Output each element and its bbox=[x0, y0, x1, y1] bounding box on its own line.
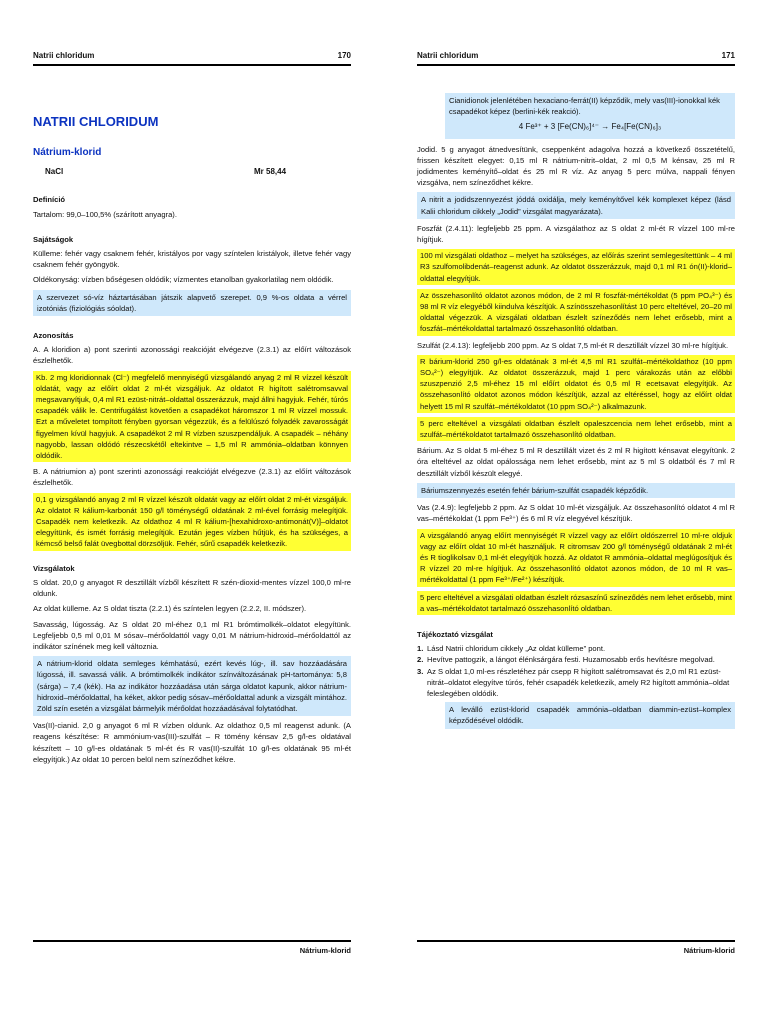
definition-text: Tartalom: 99,0–100,5% (szárított anyagra). bbox=[33, 209, 177, 219]
page-number: 170 bbox=[337, 51, 351, 60]
highlight-box: 5 perc elteltével a vizsgálati oldatban észlelt opaleszcencia nem lehet erősebb, mint a szulfát–mértékoldatot tartalmazó összehasonlító oldatban. bbox=[417, 417, 735, 441]
footer-rule bbox=[33, 940, 351, 942]
highlight-box: A vizsgálandó anyag előírt mennyiségét R vízzel vagy az előírt oldószerrel 10 ml-re oldjuk vagy az előírt oldat 10 ml-ét használjuk. R citromsav 200 g/l töménységű oldatának 2 ml-ét és R tioglikolsav 0,1 ml-ét elegyítjük hozzá. Az oldatot R ammónia–oldattal meglúgosítjuk és R vízzel 20 ml-re hígítjuk. Az összehasonlító oldatot azonos módon, de 10 ml R vas–mértékoldattal (1 ppm Fe³⁺/Fe²⁺) készítjük. bbox=[417, 529, 735, 587]
page-header bbox=[33, 51, 351, 65]
chemical-equation: 4 Fe³⁺ + 3 [Fe(CN)₆]⁴⁻ → Fe₄[Fe(CN)₆]₃ bbox=[518, 122, 662, 132]
test-paragraph: S oldat. 20,0 g anyagot R desztillált vízből készített R szén-dioxid-mentes vízzel 100,0 ml-re oldunk. bbox=[33, 577, 351, 599]
monograph-title: NATRII CHLORIDUM bbox=[33, 114, 159, 129]
right-page bbox=[417, 0, 735, 1024]
header-rule bbox=[417, 64, 735, 66]
highlight-box: Kb. 2 mg kloridionnak (Cl⁻) megfelelő mennyiségű vizsgálandó anyag 2 ml R vízzel készült oldatát, vagy az előírt oldat 2 ml-ét vizsgáljuk. Az oldatot R higított salétromsavval megsavanyítjuk, 0,4 ml R1 ezüst-nitrát–oldattal összerázzuk, majd állni hagyjuk. Fehér, túrós csapadék válik le. Centrifugálást követően a csapadékot háromszor 1 ml R vízzel mossuk. Ezt a műveletet tompított fényben gyorsan végezzük, és a felülúszó folyadék zavarosságát figyelmen kívül hagyjuk. A csapadékot 2 ml R vízben szuszpendáljuk. A csapadék – néhány nagyobb, lassan oldódó részecskétől eltekintve – 1,5 ml R ammónia–oldatban könnyen oldódik. bbox=[33, 371, 351, 463]
test-paragraph: Foszfát (2.4.11): legfeljebb 25 ppm. A vizsgálathoz az S oldat 2 ml-ét R vízzel 100 ml-re hígítjuk. bbox=[417, 223, 735, 245]
highlight-box: 100 ml vizsgálati oldathoz – melyet ha szükséges, az előírás szerint semlegesítettünk – 4 ml R3 szulfomolibdenát–reagenst adunk. Az oldatot összerázzuk, majd 0,1 ml R1 ón(II)-klorid–oldattal elegyítjük. bbox=[417, 249, 735, 285]
test-paragraph: Bárium. Az S oldat 5 ml-éhez 5 ml R desztillált vizet és 2 ml R higított kénsavat elegyítünk. 2 óra elteltével az oldat opálossága nem lehet erősebb, mint az 5 ml S oldatból és 7 ml R desztillált vízből készült elegyé. bbox=[417, 446, 735, 478]
page-footer: Nátrium-klorid bbox=[683, 946, 735, 955]
comment-box: A nátrium-klorid oldata semleges kémhatású, ezért kevés lúg-, ill. sav hozzáadására lúgossá, ill. savassá válik. A brómtimolkék indikátor színváltozásának pH-tartománya: 5,8 (sárga) – 7,4 (kék). Ha az indikátor hozzáadása után sárga oldatot kapunk, akkor nátrium-hidroxid–mérőoldattal, ha kéket, akkor pedig sósav–mérőoldattal adunk a vizsgált mintához. Zöld szín esetén a vizsgálat bármelyik mérőoldat hozzáadásával folytatódhat. bbox=[33, 656, 351, 716]
section-heading: Azonosítás bbox=[33, 331, 74, 341]
test-paragraph: Szulfát (2.4.13): legfeljebb 200 ppm. Az S oldat 7,5 ml-ét R desztillált vízzel 30 ml-re hígítjuk. bbox=[417, 340, 729, 350]
section-heading: Tájékoztató vizsgálat bbox=[417, 629, 493, 639]
list-item: 2. Hevítve pattogzik, a lángot élénksárgára festi. Huzamosabb erős hevítésre megolvad. bbox=[417, 655, 715, 665]
list-item-text: Lásd Natrii chloridum cikkely „Az oldat külleme” pont. bbox=[427, 644, 606, 654]
appearance-text: Külleme: fehér vagy csaknem fehér, kristályos por vagy színtelen kristályok, illetve fehér vagy csaknem fehér gyöngyök. bbox=[33, 249, 351, 270]
test-paragraph: Vas (2.4.9): legfeljebb 2 ppm. Az S oldat 10 ml-ét vizsgáljuk. Az összehasonlító oldatot 4 ml R vas–mértékoldat (1 ppm Fe³⁺) és 6 ml R víz elegyével készítjük. bbox=[417, 503, 735, 524]
list-item: 3. Az S oldat 1,0 ml-es részletéhez pár csepp R higított salétromsavat és 2,0 ml R1 ezüst-nitrát–oldatot elegyítve túrós, fehér csapadék keletkezik, amely R2 higított ammónia–oldat feleslegében oldódik. bbox=[417, 666, 735, 700]
test-paragraph: Vas(II)-cianid. 2,0 g anyagot 6 ml R vízben oldunk. Az oldathoz 0,5 ml reagenst adunk. (A reagens készítése: R ammónium-vas(III)-szulfát – R tömény kénsav 2,5 g/l-es oldatával készített – 10 g/l-es oldatának 5 ml-ét és R vas(II)-szulfát 10 g/l-es oldatának 95 ml-ét elegyítjük.) Az oldat 10 percen belül nem színeződhet kékre. bbox=[33, 721, 351, 764]
test-paragraph: Savasság, lúgosság. Az S oldat 20 ml-éhez 0,1 ml R1 brómtimolkék–oldatot elegyítünk. Legfeljebb 0,5 ml 0,01 M sósav–mérőoldattól vagy 0,01 M nátrium-hidroxid–mérőoldattól az indikátor színének meg kell változnia. bbox=[33, 619, 351, 651]
comment-box: Báriumszennyezés esetén fehér bárium-szulfát csapadék képződik. bbox=[417, 483, 735, 498]
header-rule bbox=[33, 64, 351, 66]
header-title: Natrii chloridum bbox=[33, 51, 95, 60]
comment-box bbox=[445, 93, 735, 139]
list-item-text: Hevítve pattogzik, a lángot élénksárgára festi. Huzamosabb erős hevítésre megolvad. bbox=[427, 655, 715, 665]
left-content bbox=[33, 116, 351, 769]
section-heading: Definíció bbox=[33, 195, 66, 205]
comment-text: Cianidionok jelenlétében hexaciano-ferrát(II) képződik, mely vas(III)-ionokkal kék csapadékot képez (berlini-kék reakció). bbox=[449, 96, 720, 117]
list-item-text: Az S oldat 1,0 ml-es részletéhez pár csepp R higított salétromsavat és 2,0 ml R1 ezüst-nitrát–oldatot elegyítve túrós, fehér csapadék keletkezik, amely R2 higított ammónia–oldat feleslegében oldódik. bbox=[427, 666, 730, 698]
monograph-subtitle: Nátrium-klorid bbox=[33, 147, 102, 159]
highlight-box: Az összehasonlító oldatot azonos módon, de 2 ml R foszfát-mértékoldat (5 ppm PO₄³⁻) és 98 ml R víz elegyéből kiindulva készítjük. A színösszehasonlítást 10 perc elteltével, 20–20 ml oldattal végezzük. A vizsgálati oldatban észlelt színeződés nem lehet erősebb, mint a foszfát–mértékoldattal tartalmazó összehasonlító oldatban. bbox=[417, 289, 735, 336]
solubility-text: Oldékonyság: vízben bőségesen oldódik; vízmentes etanolban gyakorlatilag nem oldódik. bbox=[33, 275, 334, 285]
left-page bbox=[33, 0, 351, 1024]
section-heading: Sajátságok bbox=[33, 234, 74, 244]
page-header bbox=[417, 51, 735, 65]
highlight-box: 5 perc elteltével a vizsgálati oldatban észlelt rózsaszínű színeződés nem lehet erősebb, mint a vas–mértékoldatot tartalmazó összehasonlító oldatban. bbox=[417, 591, 735, 615]
test-paragraph: Jodid. 5 g anyagot átnedvesítünk, cseppenként adagolva hozzá a következő összetételű, frissen készített elegyet: 0,15 ml R nátrium-nitrit–oldat, 2 ml 0,5 M kénsav, 25 ml R jodidmentes keményítő–oldat és 25 ml R víz. Az anyag 5 perc múlva, nappali fényen vizsgálva, nem színeződhet kékre. bbox=[417, 144, 735, 188]
identification-b: B. A nátriumion a) pont szerinti azonossági reakcióját elvégezve (2.3.1) az előírt változások észlelhetők. bbox=[33, 467, 351, 488]
footer-rule bbox=[417, 940, 735, 942]
molar-mass: Mr 58,44 bbox=[254, 167, 287, 177]
chemical-formula: NaCl bbox=[45, 167, 64, 177]
header-title: Natrii chloridum bbox=[417, 51, 479, 60]
comment-box: A nitrit a jodidszennyezést jóddá oxidálja, mely keményítővel kék komplexet képez (lásd Kalii chloridum cikkely „Jodid” vizsgálat magyarázata). bbox=[417, 192, 735, 218]
formula-row bbox=[33, 166, 351, 180]
list-item: 1. Lásd Natrii chloridum cikkely „Az oldat külleme” pont. bbox=[417, 644, 606, 654]
highlight-box: R bárium-klorid 250 g/l-es oldatának 3 ml-ét 4,5 ml R1 szulfát–mértékoldathoz (10 ppm SO₄²⁻) elegyítjük. Az oldatot összerázzuk, majd 1 perc várakozás után az előbbi szuszpenzió 2,5 ml-éhez 15 ml előírt oldatot és 0,5 ml R ecetsavat elegyítjük. Az összehasonlító oldatot azonos módon készítjük, azzal az eltéréssel, hogy az előírt oldat helyett 15 ml R szulfát–mértékoldatot (10 ppm SO₄²⁻) alkalmazunk. bbox=[417, 355, 735, 413]
page-number: 171 bbox=[721, 51, 735, 60]
identification-a: A. A kloridion a) pont szerinti azonossági reakcióját elvégezve (2.3.1) az előírt változások észlelhetők. bbox=[33, 345, 351, 366]
section-heading: Vizsgálatok bbox=[33, 563, 75, 573]
comment-box: A leválló ezüst-klorid csapadék ammónia–oldatban diammin-ezüst–komplex képződésével oldódik. bbox=[445, 702, 735, 728]
right-content bbox=[417, 93, 735, 733]
page-footer: Nátrium-klorid bbox=[299, 946, 351, 955]
test-paragraph: Az oldat külleme. Az S oldat tiszta (2.2.1) és színtelen legyen (2.2.2, II. módszer). bbox=[33, 604, 307, 614]
comment-box: A szervezet só-víz háztartásában játszik alapvető szerepet. 0,9 %-os oldata a vérrel izotóniás (fiziológiás sóoldat). bbox=[33, 290, 351, 316]
highlight-box: 0,1 g vizsgálandó anyag 2 ml R vízzel készült oldatát vagy az előírt oldat 2 ml-ét vizsgáljuk. Az oldatot R kálium-karbonát 150 g/l töménységű oldatának 2 ml-ével forrásig melegítjük. Csapadék nem keletkezik. Az oldathoz 4 ml R kálium-[hexahidroxo-antimonát(V)]–oldatot elegyítünk, és ismét forrásig melegítjük. Ezután jeges vízben hűtjük, és ha szükséges, a kémcső belső falát üvegbottal dörzsöljük. Fehér, sűrű csapadék keletkezik. bbox=[33, 493, 351, 551]
